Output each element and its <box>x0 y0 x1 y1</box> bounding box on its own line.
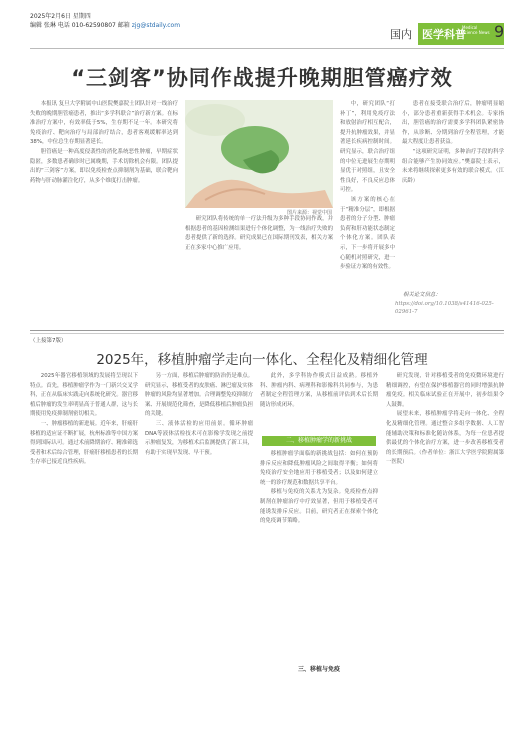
header-rule <box>30 48 504 49</box>
paragraph: 本报讯 复旦大学附属中山医院樊嘉院士团队针对一线治疗失败的晚期胆管癌患者，推出“多学科联合”治疗新方案。在标准治疗方案中，有效率低于5%，生存期不足一年。本研究将免疫治疗、靶向治疗与局部治疗结合，患者客观缓解率达到38%，中位总生存期显著延长。 <box>30 101 178 146</box>
editor-contact <box>30 21 180 30</box>
paragraph: 展望未来，移植肿瘤学将走向一体化、全程化及精细化管理。通过整合多组学数据、人工智能辅助决策和标准化随访体系，为每一位患者提供最优的个体化治疗方案，进一步改善移植受者的长期预后。（作者单位：浙江大学医学院附属第一医院） <box>386 411 504 466</box>
article2-col3-top <box>260 372 378 432</box>
article1-col2 <box>185 215 333 320</box>
brand-banner <box>418 23 504 45</box>
section-divider <box>30 330 504 331</box>
paragraph: 胆管癌是一种高度侵袭性的消化系统恶性肿瘤，早期症状隐匿，多数患者确诊时已属晚期，手术切除机会有限。团队提出的“三剑客”方案，即以免疫检查点抑制剂为基础，联合靶向药物与肝动脉灌注化疗，从多个维度打击肿瘤。 <box>30 148 178 184</box>
article2-col4 <box>386 372 504 717</box>
issue-meta <box>30 12 180 30</box>
paragraph: 此外，多学科协作模式日益成熟。移植外科、肿瘤内科、病理科和影像科共同参与，为患者制定全程管理方案，从移植前评估到术后长期随访形成闭环。 <box>260 373 378 408</box>
photo-caption: 图片来源：视觉中国 <box>286 210 332 216</box>
article2-title: 2025年，移植肿瘤学走向一体化、全程化及精细化管理 <box>96 352 428 368</box>
page-header <box>0 0 524 52</box>
article1-col3 <box>340 100 395 320</box>
brand-name: 医学科普 <box>422 28 466 41</box>
section-divider-thin <box>30 333 504 334</box>
subhead-transplant-immunity: 三、移植与免疫 <box>297 666 340 673</box>
section-label: 国内 <box>390 28 412 41</box>
editor-email-link[interactable]: zjg@stdaily.com <box>131 22 181 29</box>
related-paper-label: 相关论文信息： <box>403 292 441 298</box>
paragraph: 中，研究团队“打补丁”，利用免疫疗法和放射治疗相互配合，提升抗肿瘤效果，并显著延长疾病控制时间。研究显示，联合治疗组的中位无进展生存期明显优于对照组，且安全性良好，不良反应总体可控。 <box>340 101 395 194</box>
subhead-new-challenges: 二、移植肿瘤学的新挑战 <box>262 436 376 446</box>
editor-line: 编辑 张琳 电话 010-62590807 邮箱 <box>30 22 132 29</box>
paragraph: 另一方面，移植后肿瘤的防治仍是难点。研究显示，移植受者的皮肤癌、淋巴瘤及实体肿瘤的风险均显著增加。合理调整免疫抑制方案、开展规范化筛查，是降低移植后肿瘤负担的关键。 <box>145 373 253 418</box>
issue-date: 2025年2月6日 星期四 <box>30 13 91 20</box>
paragraph: 研究团队将传统的单一疗法升级为多种手段协同作战，并根据患者的基因检测结果进行个体化调整，为一线治疗失败的患者提供了新的选择。研究成果已在国际期刊发表，相关方案正在多家中心推广应用。 <box>185 216 333 251</box>
article2-col3-mid <box>260 450 378 660</box>
paragraph: 移植与免疫的关系尤为复杂。免疫检查点抑制剂在肿瘤治疗中疗效显著，但用于移植受者可能诱发排斥反应。目前，研究者正在探索个体化的免疫调节策略。 <box>260 489 378 525</box>
paragraph: 该方案的核心在于“精准分层”，即根据患者的分子分型、肿瘤负荷和肝功能状态制定个体化方案。团队表示，下一步将开展多中心随机对照研究，进一步验证方案的有效性。 <box>340 196 395 271</box>
paragraph: 一、肿瘤移植的新进展。近年来，肝癌肝移植的适应证不断扩展，杭州标准等中国方案得到国际认可。通过术前降期治疗、精准筛选受者和术后综合管理，肝癌肝移植患者的长期生存率已接近良性疾病。 <box>30 420 138 466</box>
article-photo <box>185 100 333 208</box>
paragraph: 移植肿瘤学面临的新挑战包括：如何在预防排斥反应和降低肿瘤风险之间取得平衡；如何将免疫治疗安全地应用于移植受者；以及如何建立统一的诊疗规范和数据共享平台。 <box>260 451 378 486</box>
paragraph: 研究发现，针对移植受者的免疫微环境进行精细调控，有望在保护移植器官的同时增强抗肿瘤免疫。相关临床试验正在开展中，初步结果令人鼓舞。 <box>386 373 504 408</box>
article2-col1 <box>30 372 138 717</box>
paragraph: 患者在接受联合治疗后，肿瘤明显缩小，部分患者重新获得手术机会。专家指出，胆管癌的治疗需要多学科团队紧密协作，从诊断、分期到治疗全程管理，才能最大程度让患者获益。 <box>402 101 504 146</box>
article1-col1 <box>30 100 178 320</box>
paragraph: 三、液体活检的应用前景。循环肿瘤DNA等液体活检技术可在影像学发现之前提示肿瘤复发，为移植术后监测提供了新工具，有助于实现早发现、早干预。 <box>145 420 253 456</box>
paragraph: “这项研究证明，多种治疗手段的科学组合能够产生协同效应。”樊嘉院士表示，未来将继续探索更多有效的联合模式。（江庆龄） <box>402 148 504 184</box>
continued-from-tag: （上接第7版） <box>30 338 67 344</box>
article1-col4 <box>402 100 504 285</box>
page-number: 9 <box>494 22 505 41</box>
hands-liver-illustration <box>185 100 333 208</box>
doi-link[interactable]: https://doi.org/10.1038/s41416-025-02961-7 <box>395 301 494 315</box>
brand-english: Medical Science News <box>462 25 490 35</box>
paragraph: 2025年器官移植领域的发展将呈现以下特点。首先，移植肿瘤学作为一门新兴交叉学科，正在从临床实践走向系统化研究。器官移植后肿瘤的发生率明显高于普通人群，这与长期使用免疫抑制剂密切相关。 <box>30 373 138 418</box>
article1-title: “三剑客”协同作战提升晚期胆管癌疗效 <box>71 66 453 90</box>
article2-col2 <box>145 372 253 717</box>
